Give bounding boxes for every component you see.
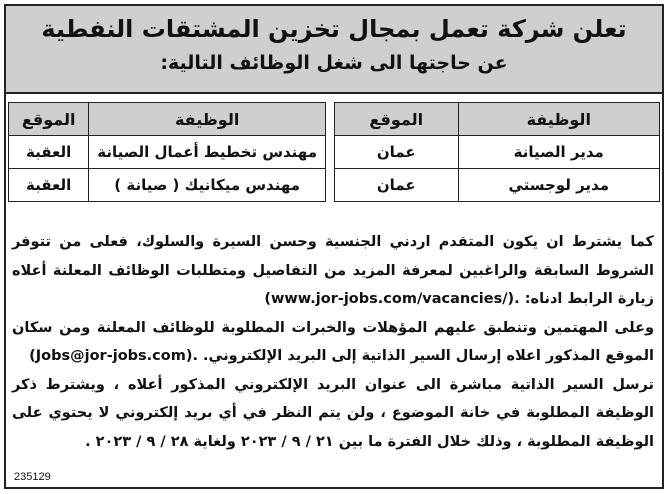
deadline-paragraph: ترسل السير الذاتية مباشرة الى عنوان البريد الإلكتروني المذكور أعلاه ، ويشترط ذكر الوظيفة المطلوبة في خانة الموضوع ، ولن يتم النظر في أي بريد إلكتروني لا يحتوي على الوظيفة المطلوبة ، وذلك خلال الفترة ما بين ٢١ / ٩ / ٢٠٢٣ ولغاية ٢٨ / ٩ / ٢٠٢٣ . [12,376,654,450]
ad-header [6,6,662,94]
column-header-location: الموقع [335,103,459,136]
job-title-cell: مهندس تخطيط أعمال الصيانة [89,136,326,169]
job-advertisement [4,4,664,489]
table-row [335,169,660,202]
requirements-paragraph [12,228,654,314]
job-location-cell: عمان [335,169,459,202]
column-header-location: الموقع [9,103,89,136]
ad-reference-number: 235129 [14,471,51,483]
job-title-cell: مهندس ميكانيك ( صيانة ) [89,169,326,202]
table-row [9,169,326,202]
requirements-text: كما يشترط ان يكون المتقدم اردني الجنسية وحسن السيرة والسلوك، فعلى من تتوفر الشروط السابقة والراغبين لمعرفة المزيد من التفاصيل ومتطلبات الوظائف المعلنة أعلاه زيارة الرابط ادناه: [12,234,654,307]
job-title-cell: مدير لوجستي [458,169,660,202]
job-location-cell: العقبة [9,136,89,169]
table-header-row [335,103,660,136]
jobs-table-amman [334,102,660,202]
table-row [335,136,660,169]
column-header-job: الوظيفة [458,103,660,136]
vacancies-link[interactable]: (www.jor-jobs.com/vacancies/). [264,291,520,307]
ad-title: تعلن شركة تعمل بمجال تخزين المشتقات النفطية [41,15,627,43]
column-header-job: الوظيفة [89,103,326,136]
application-text: وعلى المهتمين وتنطبق عليهم المؤهلات والخبرات المطلوبة للوظائف المعلنة ومن سكان الموقع المذكور اعلاه إرسال السير الذاتية إلى البريد الإلكتروني. [12,319,654,364]
email-address[interactable]: (Jobs@jor-jobs.com). [29,348,198,364]
jobs-table-aqaba [8,102,326,202]
application-paragraph [12,314,654,371]
table-row [9,136,326,169]
table-header-row [9,103,326,136]
job-location-cell: عمان [335,136,459,169]
ad-body [12,228,654,456]
job-title-cell: مدير الصيانة [458,136,660,169]
job-location-cell: العقبة [9,169,89,202]
ad-subtitle: عن حاجتها الى شغل الوظائف التالية: [160,52,508,74]
